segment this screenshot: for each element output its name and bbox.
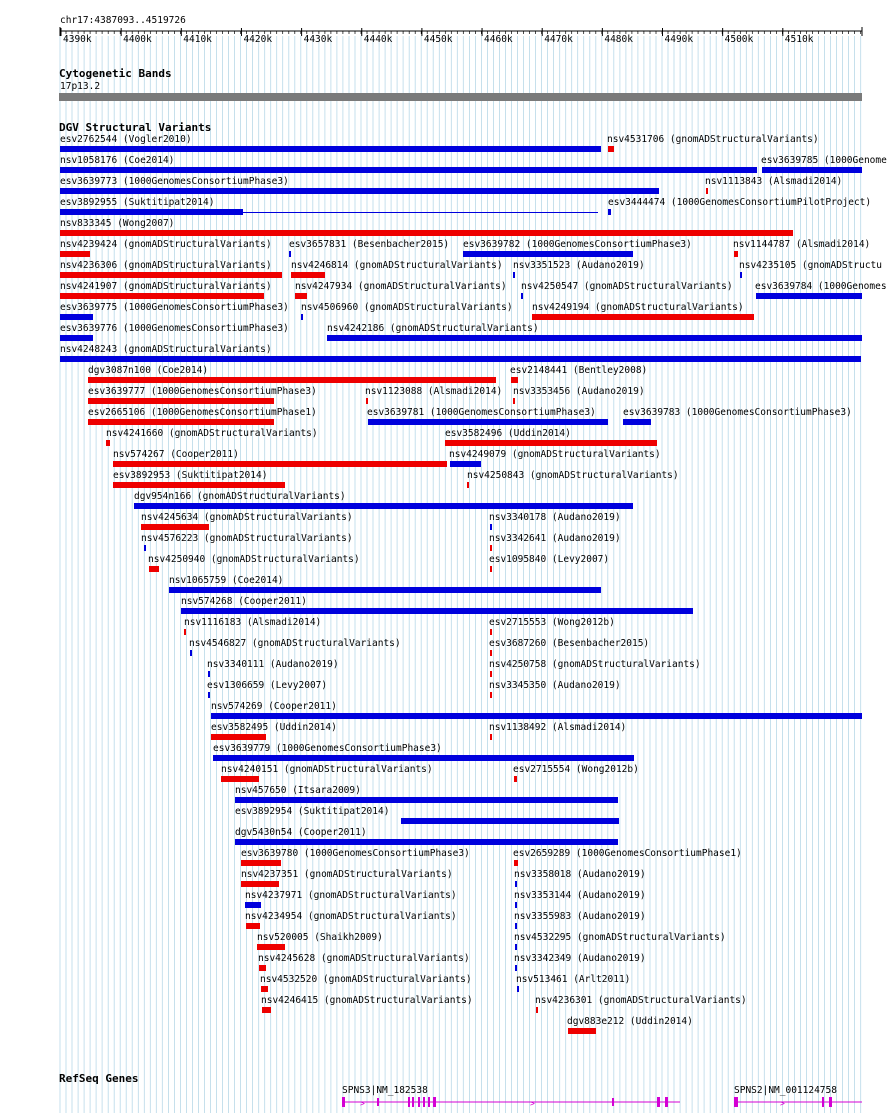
variant-label[interactable]: esv3639781 (1000GenomesConsortiumPhase3) (367, 407, 596, 418)
ruler-tick-label: 4390k (63, 34, 92, 45)
variant-label[interactable]: nsv4241907 (gnomADStructuralVariants) (60, 281, 272, 292)
variant-bar[interactable] (536, 1007, 538, 1013)
ruler-tick-label: 4430k (303, 34, 333, 45)
variant-bar[interactable] (262, 1007, 271, 1013)
variant-bar[interactable] (60, 251, 90, 257)
variant-bar[interactable] (301, 314, 303, 320)
variant-bar[interactable] (514, 860, 518, 866)
variant-bar[interactable] (259, 965, 266, 971)
variant-label[interactable]: nsv1065759 (Coe2014) (169, 575, 284, 586)
variant-bar[interactable] (734, 251, 738, 257)
variant-bar[interactable] (60, 209, 243, 215)
ruler-tick-label: 4480k (604, 34, 633, 45)
variant-bar[interactable] (241, 881, 279, 887)
variant-bar[interactable] (706, 188, 708, 194)
variant-label[interactable]: nsv4250940 (gnomADStructuralVariants) (148, 554, 360, 565)
variant-bar[interactable] (221, 776, 259, 782)
ruler-tick-label: 4490k (664, 34, 694, 45)
variant-bar[interactable] (169, 587, 601, 593)
variant-label[interactable]: esv3639777 (1000GenomesConsortiumPhase3) (88, 386, 317, 397)
variant-bar[interactable] (490, 671, 492, 677)
gene-model-spns3[interactable] (342, 1097, 680, 1108)
variant-label[interactable]: nsv4248243 (gnomADStructuralVariants) (60, 344, 272, 355)
variant-bar[interactable] (257, 944, 285, 950)
variant-label[interactable]: nsv3342641 (Audano2019) (489, 533, 621, 544)
variant-label[interactable]: nsv4249079 (gnomADStructuralVariants) (449, 449, 661, 460)
variant-bar[interactable] (608, 146, 614, 152)
variant-label[interactable]: esv2715553 (Wong2012b) (489, 617, 615, 628)
variant-label[interactable]: esv3639785 (1000Genome (761, 155, 887, 166)
variant-label[interactable]: esv2715554 (Wong2012b) (513, 764, 639, 775)
variant-bar[interactable] (450, 461, 481, 467)
variant-bar[interactable] (60, 272, 282, 278)
variant-label[interactable]: nsv4245628 (gnomADStructuralVariants) (258, 953, 470, 964)
variant-label[interactable]: nsv1113843 (Alsmadi2014) (705, 176, 843, 187)
variant-label[interactable]: nsv4241660 (gnomADStructuralVariants) (106, 428, 318, 439)
variant-bar[interactable] (568, 1028, 596, 1034)
variant-label[interactable]: nsv513461 (Arlt2011) (516, 974, 631, 985)
variant-bar[interactable] (184, 629, 186, 635)
variant-label[interactable]: esv3639773 (1000GenomesConsortiumPhase3) (60, 176, 289, 187)
variant-label[interactable]: nsv1144787 (Alsmadi2014) (733, 239, 871, 250)
variant-bar[interactable] (149, 566, 159, 572)
variant-bar[interactable] (106, 440, 110, 446)
variant-bar[interactable] (211, 734, 266, 740)
ruler-tick-label: 4400k (123, 34, 152, 45)
gene-label-spns3[interactable]: SPNS3|NM_182538 (342, 1085, 428, 1096)
variant-bar[interactable] (515, 923, 517, 929)
ruler-tick-label: 4510k (784, 34, 814, 45)
variant-bar[interactable] (327, 335, 862, 341)
ruler-tick-label: 4500k (724, 34, 754, 45)
variant-bar[interactable] (740, 272, 742, 278)
variant-label[interactable]: nsv3342349 (Audano2019) (514, 953, 646, 964)
cytoband-label: 17p13.2 (60, 81, 101, 92)
variant-connector (172, 485, 285, 486)
variant-label[interactable]: esv3892954 (Suktitipat2014) (235, 806, 390, 817)
variant-connector (243, 212, 598, 213)
variant-bar[interactable] (515, 902, 517, 908)
variant-label[interactable]: nsv4532520 (gnomADStructuralVariants) (260, 974, 472, 985)
variant-bar[interactable] (241, 860, 281, 866)
variant-label[interactable]: dgv3087n100 (Coe2014) (88, 365, 209, 376)
gene-model-spns2[interactable] (734, 1097, 862, 1108)
variant-bar[interactable] (490, 545, 492, 551)
variant-bar[interactable] (490, 692, 492, 698)
variant-label[interactable]: esv2762544 (Vogler2010) (60, 134, 192, 145)
variant-bar[interactable] (515, 881, 517, 887)
variant-label[interactable]: esv3687260 (Besenbacher2015) (489, 638, 650, 649)
variant-label[interactable]: nsv4532295 (gnomADStructuralVariants) (514, 932, 726, 943)
ruler-tick-label: 4440k (363, 34, 393, 45)
variant-label[interactable]: nsv4246415 (gnomADStructuralVariants) (261, 995, 473, 1006)
variant-label[interactable]: nsv1058176 (Coe2014) (60, 155, 175, 166)
variant-label[interactable]: esv2148441 (Bentley2008) (510, 365, 648, 376)
variant-bar[interactable] (490, 629, 492, 635)
variant-bar[interactable] (366, 398, 368, 404)
variant-label[interactable]: esv3639780 (1000GenomesConsortiumPhase3) (241, 848, 470, 859)
variant-label[interactable]: dgv5430n54 (Cooper2011) (235, 827, 367, 838)
variant-label[interactable]: esv3639784 (1000Genomes (755, 281, 887, 292)
variant-bar[interactable] (60, 356, 861, 362)
variant-bar[interactable] (88, 377, 496, 383)
cytoband-bar[interactable] (59, 93, 862, 101)
variant-label[interactable]: nsv574268 (Cooper2011) (181, 596, 307, 607)
variant-label[interactable]: nsv3351523 (Audano2019) (513, 260, 645, 271)
variant-bar[interactable] (514, 776, 517, 782)
variant-label[interactable]: esv3444474 (1000GenomesConsortiumPilotProject) (608, 197, 872, 208)
variant-bar[interactable] (490, 734, 492, 740)
variant-bar[interactable] (445, 440, 657, 446)
ruler-tick-label: 4470k (544, 34, 573, 45)
variant-bar[interactable] (289, 251, 291, 257)
variant-label[interactable]: esv3657831 (Besenbacher2015) (289, 239, 450, 250)
variant-label[interactable]: esv3892953 (Suktitipat2014) (113, 470, 268, 481)
variant-label[interactable]: nsv1123088 (Alsmadi2014) (365, 386, 503, 397)
variant-bar[interactable] (490, 524, 492, 530)
variant-bar[interactable] (60, 167, 757, 173)
variant-label[interactable]: nsv4546827 (gnomADStructuralVariants) (189, 638, 401, 649)
variant-bar[interactable] (401, 818, 619, 824)
variant-label[interactable]: esv3639775 (1000GenomesConsortiumPhase3) (60, 302, 289, 313)
variant-label[interactable]: esv3892955 (Suktitipat2014) (60, 197, 215, 208)
variant-label[interactable]: esv3582496 (Uddin2014) (445, 428, 571, 439)
variant-bar[interactable] (144, 545, 146, 551)
variant-bar[interactable] (463, 251, 633, 257)
variant-label[interactable]: nsv4506960 (gnomADStructuralVariants) (301, 302, 513, 313)
variant-label[interactable]: nsv3353144 (Audano2019) (514, 890, 646, 901)
variant-label[interactable]: esv2665106 (1000GenomesConsortiumPhase1) (88, 407, 317, 418)
variant-bar[interactable] (511, 377, 518, 383)
variant-bar[interactable] (261, 986, 268, 992)
variant-label[interactable]: nsv4250843 (gnomADStructuralVariants) (467, 470, 679, 481)
ruler-tick-label: 4410k (183, 34, 212, 45)
ruler-tick-label: 4460k (484, 34, 513, 45)
variant-label[interactable]: nsv4531706 (gnomADStructuralVariants) (607, 134, 819, 145)
variant-bar[interactable] (517, 986, 519, 992)
region-label: chr17:4387093..4519726 (60, 15, 186, 26)
variant-label[interactable]: nsv520005 (Shaikh2009) (257, 932, 383, 943)
variant-bar[interactable] (88, 419, 274, 425)
variant-bar[interactable] (513, 272, 515, 278)
ruler-tick-label: 4450k (423, 34, 453, 45)
variant-bar[interactable] (515, 965, 517, 971)
variant-bar[interactable] (190, 650, 192, 656)
variant-label[interactable]: esv2659289 (1000GenomesConsortiumPhase1) (513, 848, 742, 859)
variant-label[interactable]: nsv4240151 (gnomADStructuralVariants) (221, 764, 433, 775)
variant-bar[interactable] (208, 692, 210, 698)
variant-bar[interactable] (88, 398, 274, 404)
variant-bar[interactable] (623, 419, 651, 425)
variant-label[interactable]: nsv574267 (Cooper2011) (113, 449, 239, 460)
variant-label[interactable]: nsv3340178 (Audano2019) (489, 512, 621, 523)
variant-label[interactable]: nsv3358018 (Audano2019) (514, 869, 646, 880)
variant-bar[interactable] (521, 293, 523, 299)
svg-text:>: > (530, 1099, 535, 1108)
svg-text:>: > (780, 1099, 785, 1108)
variant-bar[interactable] (141, 524, 209, 530)
variant-bar[interactable] (134, 503, 633, 509)
variant-bar[interactable] (208, 671, 210, 677)
variant-label[interactable]: nsv3355983 (Audano2019) (514, 911, 646, 922)
variant-label[interactable]: nsv3340111 (Audano2019) (207, 659, 339, 670)
gene-models (0, 1094, 890, 1113)
variant-label[interactable]: dgv883e212 (Uddin2014) (567, 1016, 693, 1027)
variant-label[interactable]: nsv574269 (Cooper2011) (211, 701, 337, 712)
variant-label[interactable]: nsv833345 (Wong2007) (60, 218, 175, 229)
variant-bar[interactable] (60, 293, 264, 299)
variant-label[interactable]: nsv4239424 (gnomADStructuralVariants) (60, 239, 272, 250)
variant-bar[interactable] (60, 314, 93, 320)
variant-bar[interactable] (60, 335, 93, 341)
variant-label[interactable]: esv3639782 (1000GenomesConsortiumPhase3) (463, 239, 692, 250)
variant-label[interactable]: nsv4236301 (gnomADStructuralVariants) (535, 995, 747, 1006)
variant-bar[interactable] (211, 713, 862, 719)
variant-bar[interactable] (490, 566, 492, 572)
variant-label[interactable]: esv1095840 (Levy2007) (489, 554, 610, 565)
variant-label[interactable]: nsv4250547 (gnomADStructuralVariants) (521, 281, 733, 292)
variant-bar[interactable] (490, 650, 492, 656)
ruler-tick-label: 4420k (243, 34, 273, 45)
variant-label[interactable]: esv1306659 (Levy2007) (207, 680, 328, 691)
cytoband-track-title[interactable]: Cytogenetic Bands (59, 67, 172, 80)
svg-text:>: > (360, 1099, 365, 1108)
variant-bar[interactable] (513, 398, 515, 404)
variant-label[interactable]: nsv4576223 (gnomADStructuralVariants) (141, 533, 353, 544)
variant-bar[interactable] (60, 146, 601, 152)
variant-label[interactable]: nsv4235105 (gnomADStructu (739, 260, 882, 271)
variant-bar[interactable] (762, 167, 862, 173)
gene-label-spns2[interactable]: SPNS2|NM_001124758 (734, 1085, 837, 1096)
variant-bar[interactable] (245, 902, 261, 908)
variant-label[interactable]: nsv3345350 (Audano2019) (489, 680, 621, 691)
variant-label[interactable]: nsv4250758 (gnomADStructuralVariants) (489, 659, 701, 670)
variant-bar[interactable] (181, 608, 693, 614)
variant-label[interactable]: dgv954n166 (gnomADStructuralVariants) (134, 491, 346, 502)
variant-bar[interactable] (608, 209, 611, 215)
variant-label[interactable]: nsv4237351 (gnomADStructuralVariants) (241, 869, 453, 880)
variant-label[interactable]: esv3639776 (1000GenomesConsortiumPhase3) (60, 323, 289, 334)
variant-label[interactable]: nsv3353456 (Audano2019) (513, 386, 645, 397)
variant-label[interactable]: nsv4246814 (gnomADStructuralVariants) (291, 260, 503, 271)
variant-bar[interactable] (291, 272, 325, 278)
variant-bar[interactable] (60, 188, 659, 194)
variant-label[interactable]: esv3639779 (1000GenomesConsortiumPhase3) (213, 743, 442, 754)
dgv-track-title[interactable]: DGV Structural Variants (59, 121, 212, 134)
variant-label[interactable]: nsv4234954 (gnomADStructuralVariants) (245, 911, 457, 922)
variant-bar[interactable] (235, 797, 618, 803)
variant-label[interactable]: nsv4242186 (gnomADStructuralVariants) (327, 323, 539, 334)
variant-bar[interactable] (756, 293, 862, 299)
variant-bar[interactable] (368, 419, 608, 425)
variant-bar[interactable] (515, 944, 517, 950)
variant-label[interactable]: nsv4236306 (gnomADStructuralVariants) (60, 260, 272, 271)
variant-label[interactable]: esv3639783 (1000GenomesConsortiumPhase3) (623, 407, 852, 418)
variant-bar[interactable] (532, 314, 754, 320)
variant-label[interactable]: nsv4237971 (gnomADStructuralVariants) (245, 890, 457, 901)
refseq-track-title[interactable]: RefSeq Genes (59, 1072, 139, 1085)
variant-label[interactable]: nsv1116183 (Alsmadi2014) (184, 617, 322, 628)
variant-label[interactable]: nsv1138492 (Alsmadi2014) (489, 722, 627, 733)
variant-label[interactable]: nsv4247934 (gnomADStructuralVariants) (295, 281, 507, 292)
variant-bar[interactable] (246, 923, 260, 929)
variant-bar[interactable] (467, 482, 469, 488)
variant-bar[interactable] (235, 839, 618, 845)
variant-label[interactable]: nsv4245634 (gnomADStructuralVariants) (141, 512, 353, 523)
variant-label[interactable]: nsv457650 (Itsara2009) (235, 785, 361, 796)
variant-bar[interactable] (295, 293, 307, 299)
variant-bar[interactable] (60, 230, 793, 236)
variant-label[interactable]: nsv4249194 (gnomADStructuralVariants) (532, 302, 744, 313)
variant-label[interactable]: esv3582495 (Uddin2014) (211, 722, 337, 733)
variant-bar[interactable] (213, 755, 634, 761)
variant-bar[interactable] (113, 461, 447, 467)
